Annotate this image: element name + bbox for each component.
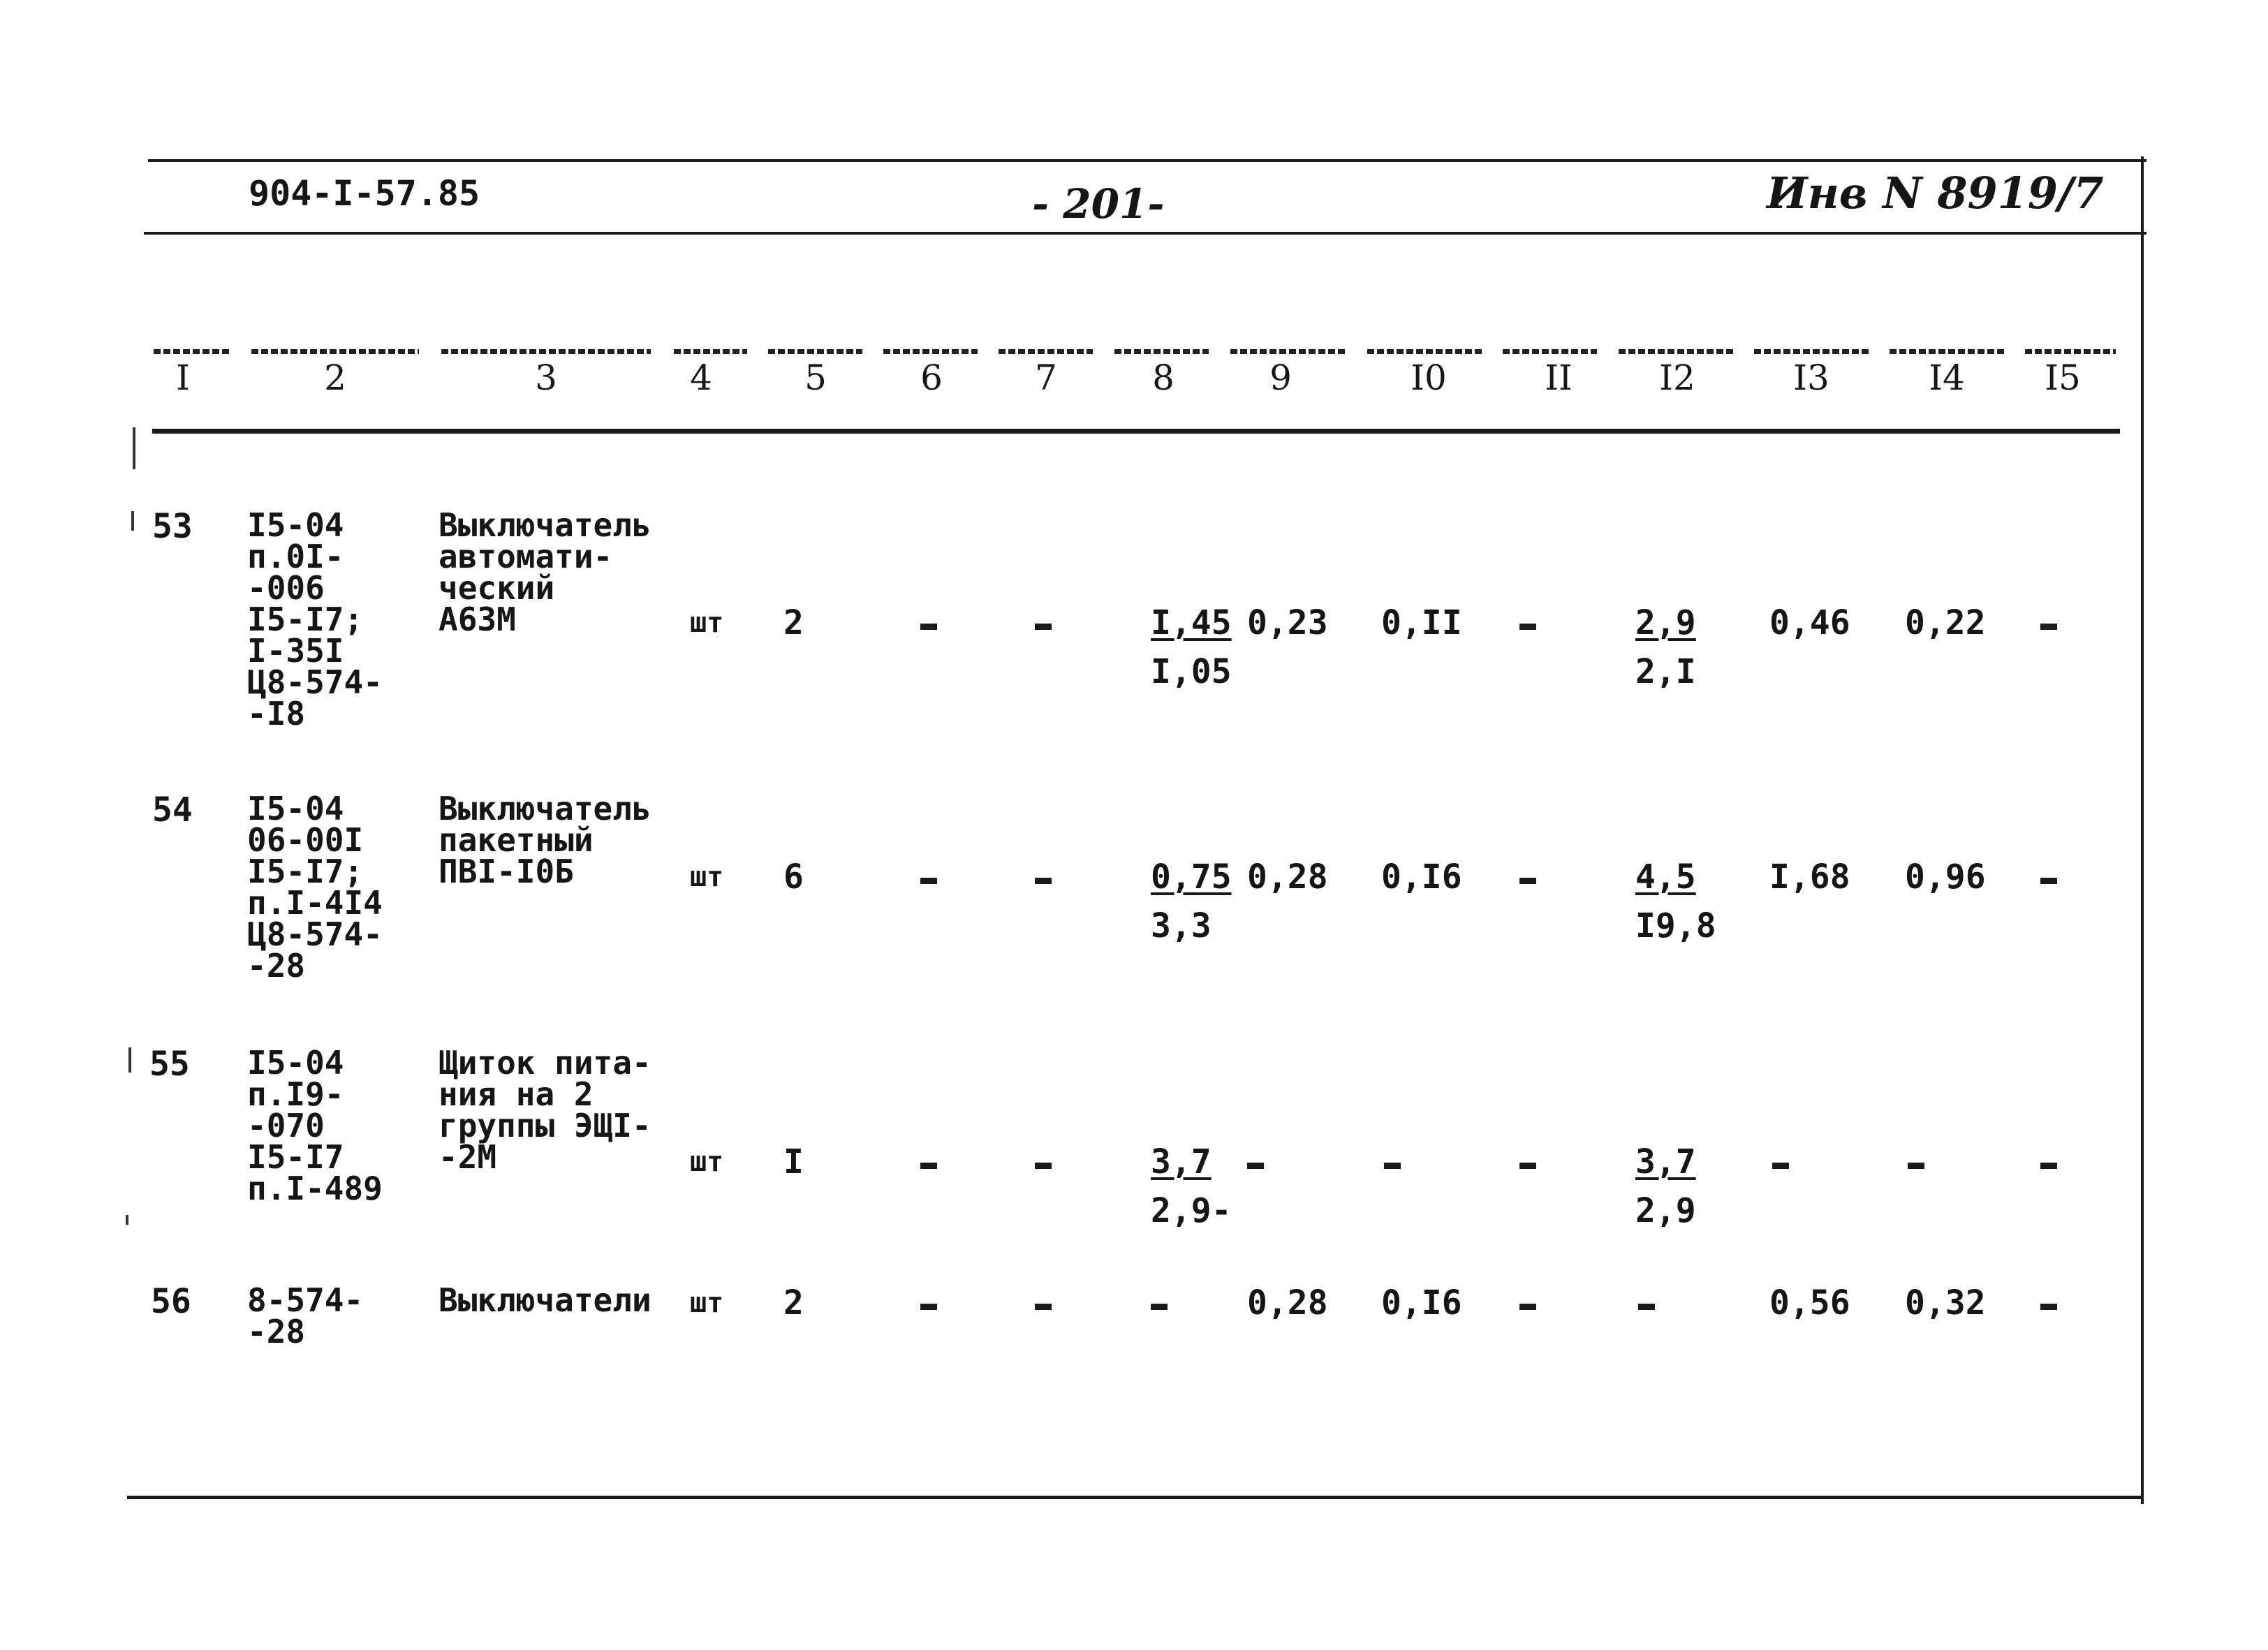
col-1: I [176, 358, 190, 398]
col-14: I4 [1929, 358, 1965, 398]
code-cell: I5-04 п.I9- -070 I5-I7 п.I-489 [247, 1044, 383, 1208]
col-3: 3 [535, 358, 557, 398]
col13-cell: 0,56 [1769, 1283, 1850, 1323]
code-cell: 8-574- -28 [247, 1281, 364, 1351]
col6-dash [920, 878, 937, 884]
scan-speck [126, 1215, 128, 1225]
column-header-divider [152, 429, 2120, 434]
page-number: - 201- [1032, 180, 1165, 228]
col15-dash [2040, 1163, 2057, 1169]
col11-dash [1519, 878, 1536, 884]
col10-cell: 0,I6 [1381, 857, 1462, 897]
scan-speck [131, 511, 134, 531]
col9-dash [1247, 1163, 1264, 1169]
col15-dash [2040, 624, 2057, 630]
row-number: 54 [152, 790, 193, 830]
right-border [2141, 156, 2144, 1504]
row-number: 56 [151, 1282, 191, 1321]
col11-dash [1519, 624, 1536, 630]
col12-fraction: $\frac{2,9}{2,I}$ [1635, 603, 1696, 691]
col14-cell: 0,32 [1905, 1283, 1986, 1323]
col13-cell: 0,46 [1769, 603, 1850, 642]
col15-dash [2040, 878, 2057, 884]
code-cell: I5-04 06-00I I5-I7; п.I-4I4 Ц8-574- -28 [247, 790, 383, 985]
col6-dash [920, 1304, 937, 1310]
name-cell: Выключатель автомати- ческий А63М [439, 506, 651, 639]
col14-cell: 0,96 [1905, 857, 1986, 897]
col9-cell: 0,23 [1247, 603, 1328, 642]
col7-dash [1035, 1163, 1052, 1169]
col-15: I5 [2045, 358, 2081, 398]
unit-cell: шт [690, 607, 724, 639]
col12-fraction: $\frac{3,7}{2,9}$ [1635, 1142, 1696, 1230]
col6-dash [920, 624, 937, 630]
col7-dash [1035, 878, 1052, 884]
unit-cell: шт [690, 1146, 724, 1178]
row-number: 55 [149, 1045, 190, 1084]
col-13: I3 [1793, 358, 1829, 398]
col9-cell: 0,28 [1247, 1283, 1328, 1323]
col15-dash [2040, 1304, 2057, 1310]
col8-dash [1151, 1304, 1168, 1310]
col-2: 2 [324, 358, 346, 398]
col12-dash [1638, 1304, 1655, 1310]
col11-dash [1519, 1163, 1536, 1169]
col9-cell: 0,28 [1247, 857, 1328, 897]
unit-cell: шт [690, 861, 724, 893]
col8-fraction: $\frac{I,45}{I,05}$ [1151, 603, 1232, 691]
col7-dash [1035, 1304, 1052, 1310]
col12-fraction: $\frac{4,5}{I9,8}$ [1635, 857, 1716, 945]
col-10: I0 [1411, 358, 1447, 398]
inventory-note: Инв N 8919/7 [1767, 168, 2104, 219]
col13-dash [1772, 1163, 1789, 1169]
row-number: 53 [152, 507, 193, 546]
col-5: 5 [804, 358, 827, 398]
col11-dash [1519, 1304, 1536, 1310]
col-4: 4 [690, 358, 712, 398]
col8-fraction: $\frac{0,75}{3,3}$ [1151, 857, 1232, 945]
qty-cell: 2 [783, 1283, 804, 1323]
col10-cell: 0,I6 [1381, 1283, 1462, 1323]
col10-cell: 0,II [1381, 603, 1462, 642]
top-border [148, 159, 2146, 162]
col-8: 8 [1152, 358, 1174, 398]
col7-dash [1035, 624, 1052, 630]
qty-cell: 6 [783, 857, 804, 897]
qty-cell: 2 [783, 603, 804, 642]
doc-code: 904-I-57.85 [249, 173, 480, 214]
col-11: II [1545, 358, 1573, 398]
unit-cell: шт [690, 1287, 724, 1319]
col-9: 9 [1269, 358, 1292, 398]
col10-dash [1384, 1163, 1401, 1169]
col13-cell: I,68 [1769, 857, 1850, 897]
bottom-border [127, 1496, 2141, 1499]
col14-cell: 0,22 [1905, 603, 1986, 642]
col8-fraction: $\frac{3,7}{2,9-}$ [1151, 1142, 1232, 1230]
col-7: 7 [1035, 358, 1057, 398]
col14-dash [1908, 1163, 1924, 1169]
col-6: 6 [920, 358, 943, 398]
scan-speck [128, 1047, 131, 1073]
code-cell: I5-04 п.0I- -006 I5-I7; I-35I Ц8-574- -I8 [247, 506, 383, 733]
col6-dash [920, 1163, 937, 1169]
header-divider [144, 232, 2146, 235]
name-cell: Выключатель пакетный ПВI-I0Б [439, 790, 651, 891]
col-12: I2 [1659, 358, 1695, 398]
name-cell: Щиток пита- ния на 2 группы ЭЩI- -2М [439, 1044, 651, 1177]
qty-cell: I [783, 1142, 804, 1181]
scan-speck [133, 427, 135, 469]
name-cell: Выключатели [439, 1281, 651, 1319]
